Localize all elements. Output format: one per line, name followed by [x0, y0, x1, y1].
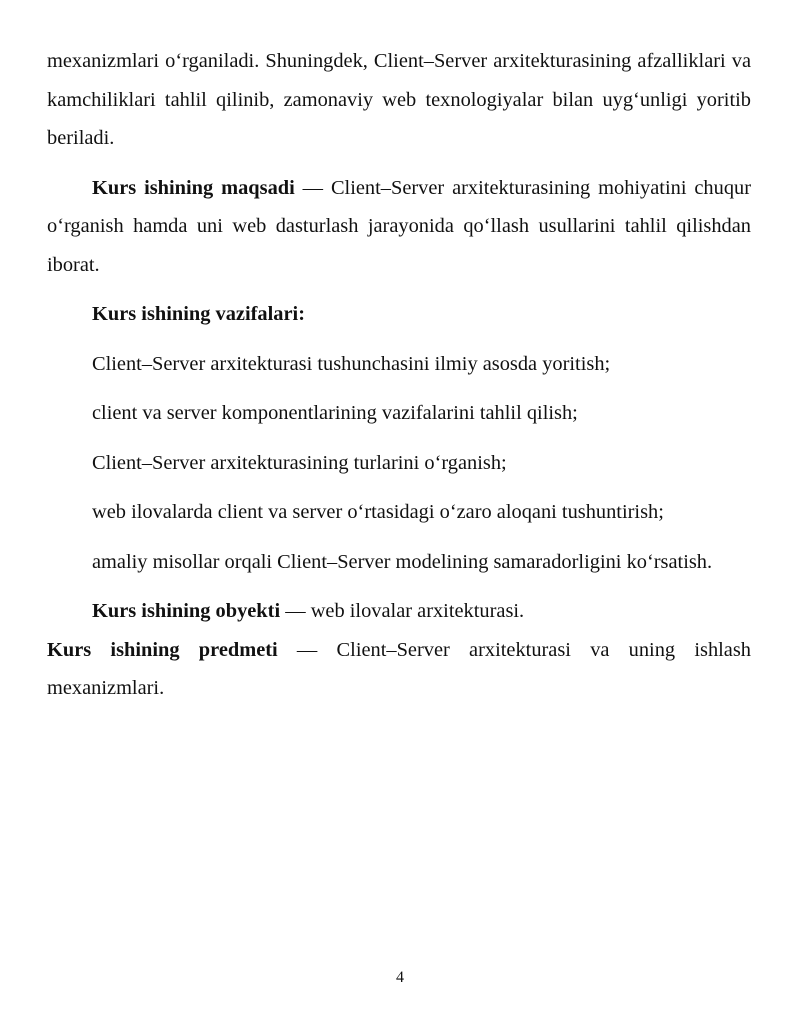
object-label: Kurs ishining obyekti: [92, 600, 281, 622]
task-item-1: Client–Server arxitekturasi tushunchasini ilmiy asosda yoritish;: [92, 352, 611, 375]
task-item-5: amaliy misollar orqali Client–Server modelining samaradorligini ko‘rsatish.: [92, 550, 713, 573]
subject-label: Kurs ishining predmeti: [47, 638, 278, 661]
goal-label: Kurs ishining maqsadi: [92, 176, 295, 199]
goal-paragraph: [47, 169, 751, 285]
task-item-3: Client–Server arxitekturasining turlarini o‘rganish;: [92, 451, 507, 474]
page-number: 4: [396, 969, 404, 986]
tasks-heading-label: Kurs ishining vazifalari:: [92, 303, 305, 325]
task-item-4: web ilovalarda client va server o‘rtasidagi o‘zaro aloqani tushuntirish;: [92, 501, 664, 523]
task-item-2: client va server komponentlarining vazifalarini tahlil qilish;: [92, 402, 578, 424]
tasks-heading: [47, 295, 751, 334]
goal-text: — Client–Server arxitekturasining mohiyatini chuqur o‘rganish hamda uni web dasturlash jarayonida qo‘llash usullarini tahlil qilishdan iborat.: [47, 176, 752, 276]
object-text: — web ilovalar arxitekturasi.: [280, 600, 525, 622]
subject-paragraph: [47, 631, 751, 708]
object-paragraph: [47, 592, 751, 631]
intro-paragraph: mexanizmlari o‘rganiladi. Shuningdek, Client–Server arxitekturasining afzalliklari va kamchiliklari tahlil qilinib, zamonaviy web texnologiyalar bilan uyg‘unligi yoritib beriladi.: [47, 50, 751, 149]
document-body: [47, 42, 751, 708]
subject-text: — Client–Server arxitekturasi va uning ishlash mexanizmlari.: [47, 638, 751, 699]
